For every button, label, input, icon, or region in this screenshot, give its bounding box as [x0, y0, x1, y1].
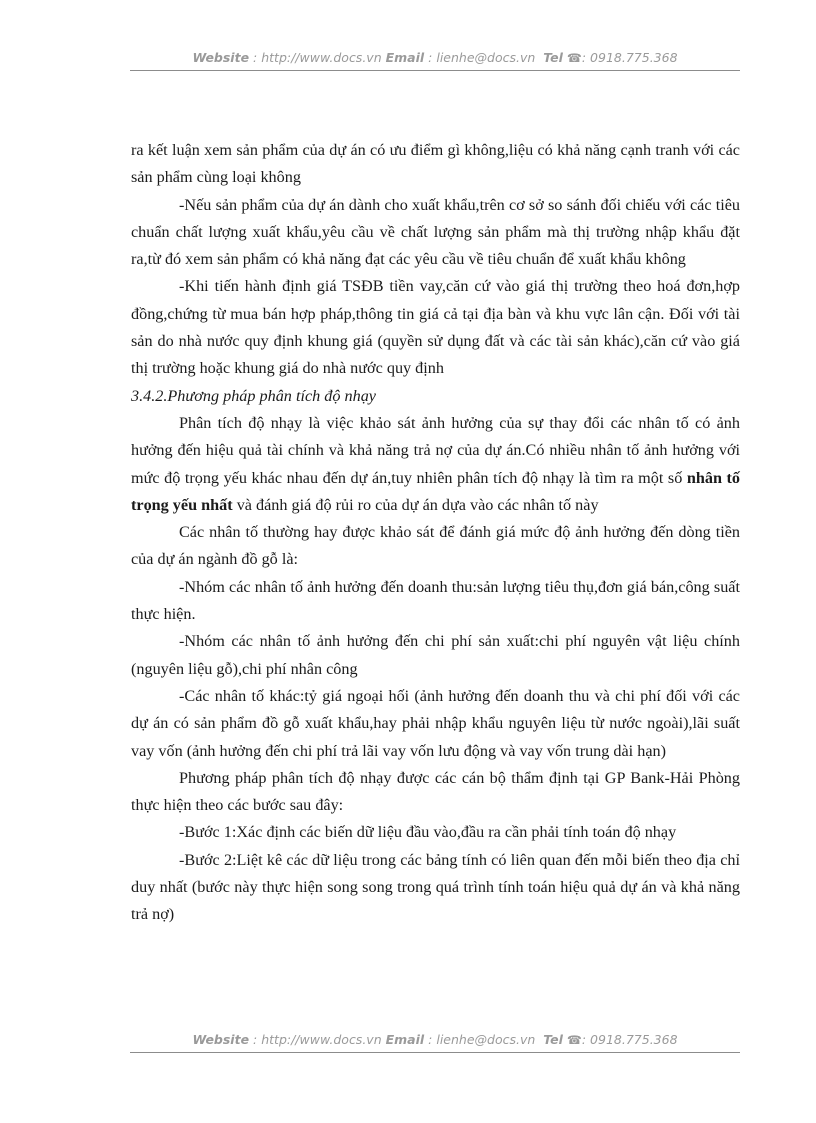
paragraph-4: [131, 410, 740, 519]
email-address[interactable]: lienhe@docs.vn: [436, 50, 536, 65]
tel-number: : 0918.775.368: [581, 50, 678, 65]
paragraph-8: -Các nhân tố khác:tỷ giá ngoại hối (ảnh hưởng đến doanh thu và chi phí đối với các dự án có sản phẩm đồ gỗ xuất khẩu,hay phải nhập khẩu nguyên liệu từ nước ngoài),lãi suất vay vốn (ảnh hưởng đến chi phí trả lãi vay vốn lưu động và vay vốn trung dài hạn): [131, 686, 740, 760]
footer-phone-icon: ☎: [566, 1033, 582, 1047]
paragraph-7: -Nhóm các nhân tố ảnh hưởng đến chi phí sản xuất:chi phí nguyên vật liệu chính (nguyên liệu gỗ),chi phí nhân công: [131, 632, 740, 678]
website-label: Website: [192, 50, 250, 65]
email-separator: :: [424, 50, 437, 65]
phone-icon: ☎: [566, 51, 582, 65]
page-footer: [130, 1032, 740, 1047]
footer-website-label: Website: [192, 1032, 250, 1047]
paragraph-5: Các nhân tố thường hay được khảo sát để đánh giá mức độ ảnh hưởng đến dòng tiền của dự án ngành đồ gỗ là:: [131, 523, 740, 569]
footer-email-address[interactable]: lienhe@docs.vn: [436, 1032, 536, 1047]
paragraph-2: -Nếu sản phẩm của dự án dành cho xuất khẩu,trên cơ sở so sánh đối chiếu với các tiêu chuẩn chất lượng xuất khẩu,yêu cầu về chất lượng sản phẩm mà thị trường nhập khẩu đặt ra,từ đó xem sản phẩm có khả năng đạt các yêu cầu về tiêu chuẩn để xuất khẩu không: [131, 195, 740, 269]
footer-tel-label: Tel: [543, 1032, 563, 1047]
page-header: [130, 50, 740, 65]
paragraph-10: -Bước 1:Xác định các biến dữ liệu đầu vào,đầu ra cần phải tính toán độ nhạy: [179, 823, 677, 842]
footer-website-url[interactable]: http://www.docs.vn: [261, 1032, 382, 1047]
footer-email-label: Email: [385, 1032, 425, 1047]
website-url[interactable]: http://www.docs.vn: [261, 50, 382, 65]
footer-email-separator: :: [424, 1032, 437, 1047]
footer-tel-number: : 0918.775.368: [581, 1032, 678, 1047]
section-heading: 3.4.2.Phương pháp phân tích độ nhạy: [131, 386, 376, 405]
tel-label: Tel: [543, 50, 563, 65]
paragraph-11: -Bước 2:Liệt kê các dữ liệu trong các bảng tính có liên quan đến mỗi biến theo địa chỉ duy nhất (bước này thực hiện song song trong quá trình tính toán hiệu quả dự án và khả năng trả nợ): [131, 850, 740, 924]
paragraph-6: -Nhóm các nhân tố ảnh hưởng đến doanh thu:sản lượng tiêu thụ,đơn giá bán,công suất thực hiện.: [131, 577, 740, 624]
paragraph-1: ra kết luận xem sản phẩm của dự án có ưu điểm gì không,liệu có khả năng cạnh tranh với các sản phẩm cùng loại không: [131, 141, 740, 187]
footer-website-separator: :: [249, 1032, 262, 1047]
paragraph-3: -Khi tiến hành định giá TSĐB tiền vay,căn cứ vào giá thị trường theo hoá đơn,hợp đồng,chứng từ mua bán hợp pháp,thông tin giá cả tại địa bàn và khu vực lân cận. Đối với tài sản do nhà nước quy định khung giá (quyền sử dụng đất và các tài sản khác),căn cứ vào giá thị trường hoặc khung giá do nhà nước quy định: [131, 277, 740, 378]
paragraph-9: Phương pháp phân tích độ nhạy được các cán bộ thẩm định tại GP Bank-Hải Phòng thực hiện theo các bước sau đây:: [131, 768, 740, 815]
footer-divider: [130, 1052, 740, 1053]
paragraph-4-text-b: và đánh giá độ rủi ro của dự án dựa vào các nhân tố này: [232, 495, 599, 514]
paragraph-4-text-a: Phân tích độ nhạy là việc khảo sát ảnh hưởng của sự thay đổi các nhân tố có ảnh hưởng đến hiệu quả tài chính và khả năng trả nợ của dự án.Có nhiều nhân tố ảnh hưởng với mức độ trọng yếu khác nhau đến dự án,tuy nhiên phân tích độ nhạy là tìm ra một số: [131, 413, 740, 487]
header-divider: [130, 70, 740, 71]
website-separator: :: [249, 50, 262, 65]
email-label: Email: [385, 50, 425, 65]
paragraph-4-bold: nhân tố trọng yếu nhất: [131, 468, 740, 514]
page-body: [131, 137, 740, 929]
